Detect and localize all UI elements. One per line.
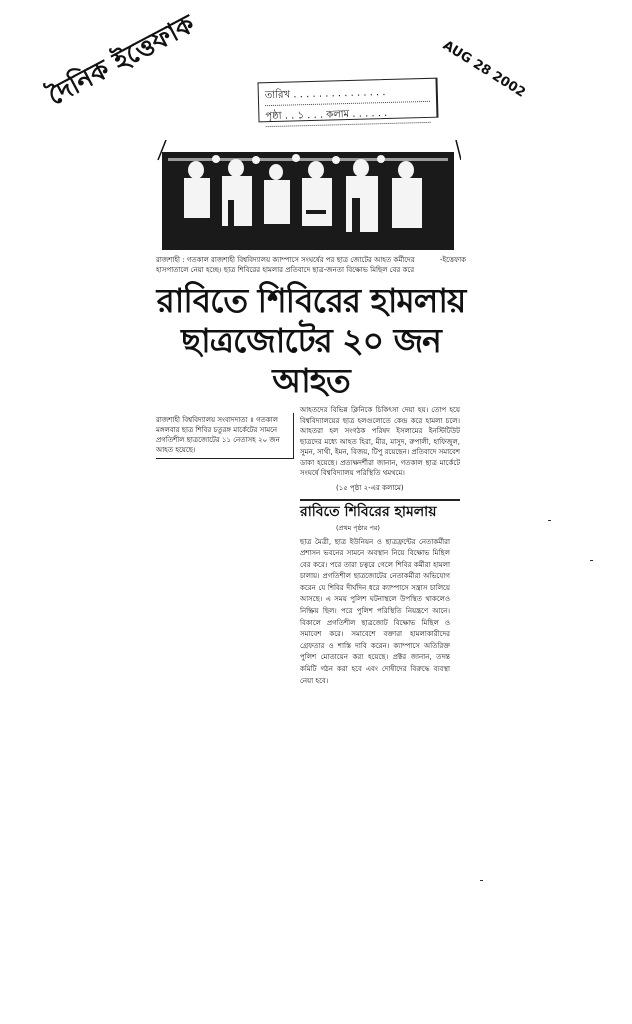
newspaper-masthead-stamp: দৈনিক ইত্তেফাক xyxy=(42,9,200,112)
photo-caption xyxy=(156,255,466,275)
article-column-1-text: আহতদের বিভিন্ন ক্লিনিকে চিকিৎসা দেয়া হয়। তোপ হয়ে বিশ্ববিদ্যালয়ের ছাত্র হলগুলোতে কেন্দ্র করে হামলা চলে। আহতরা হল সংগঠক পরিষদ ইসলামের ইনস্টিটিউট ছাত্রদের মধ্যে আহত হিরা, মীর, মাসুদ, রুপালী, হাফিজুল, সুমন, সাথী, ইমন, বিজয়, টিপু রয়েছেন। প্রতিবাদে সমাবেশ ডাকা হয়েছে। xyxy=(300,406,460,467)
article-columns xyxy=(156,405,466,687)
reference-date-row: তারিখ . . . . . . . . . . . . . . . xyxy=(265,84,430,106)
headline-line-2: ছাত্রজোটের ২০ জন আহত xyxy=(181,321,441,400)
headline xyxy=(156,281,466,401)
article-column-1-tail: প্রত্যক্ষদর্শীরা জানান, গতকাল ছাত্র মার্কেটে সংঘর্ষে বিশ্ববিদ্যালয় পরিস্থিতি থমথমে। xyxy=(300,458,461,477)
right-column xyxy=(300,405,460,687)
photo-credit: -ইত্তেফাক xyxy=(439,256,466,264)
news-photo xyxy=(156,140,461,252)
reference-box xyxy=(258,78,439,123)
article-column-1 xyxy=(300,405,460,479)
lead-paragraph: রাজশাহী বিশ্ববিদ্যালয় সংবাদদাতা ॥ গতকাল মঙ্গলবার ছাত্র শিবির চতুরঙ্গ মার্কেটের সামনে প্রগতিশীল ছাত্রজোটের ১১ নেতাসহ ২০ জন আহত হয়েছে। xyxy=(156,413,294,459)
continuation-note: (প্রথম পৃষ্ঠার পর) xyxy=(336,523,380,532)
page-label: পৃষ্ঠা xyxy=(265,110,282,123)
jump-note: (১৫ পৃষ্ঠা ২-এর কলামে) xyxy=(336,483,404,492)
photo-caption-text: রাজশাহী : গতকাল রাজশাহী বিশ্ববিদ্যালয় ক্যাম্পাসে সংঘর্ষের পর ছাত্র জোটের আহত কর্মীদের হাসপাতালে নেয়া হচ্ছে। ছাত্র শিবিরের হামলার প্রতিবাদে ছাত্র-জনতা বিক্ষোভ মিছিল বের করে xyxy=(156,256,415,274)
scan-speck xyxy=(548,520,551,521)
date-label: তারিখ xyxy=(264,89,291,102)
headline-line-1: রাবিতে শিবিরের হামলায় xyxy=(156,281,466,320)
reference-page-row: পৃষ্ঠা . . ১ . . . কলাম . . . . . . xyxy=(265,105,430,127)
article-column-2: ছাত্র মৈত্রী, ছাত্র ইউনিয়ন ও ছাত্রফ্রন্টের নেতাকর্মীরা প্রশাসন ভবনের সামনে অবস্থান নিয়ে বিক্ষোভ মিছিল বের করে। পরে তারা চত্বরে গেলে শিবির কর্মীরা হামলা চালায়। প্রগতিশীল ছাত্রজোটের নেতাকর্মীরা অভিযোগ করেন যে শিবির দীর্ঘদিন ধরে ক্যাম্পাসে সন্ত্রাস চালিয়ে আসছে। এ সময় পুলিশ ঘটনাস্থলে উপস্থিত থাকলেও নিষ্ক্রিয় ছিল। পরে পুলিশ পরিস্থিতি নিয়ন্ত্রণে আনে। বিকালে প্রগতিশীল ছাত্রজোট বিক্ষোভ মিছিল ও সমাবেশ করে। সমাবেশে বক্তারা হামলাকারীদের গ্রেফতার ও শাস্তি দাবি করেন। ক্যাম্পাসে অতিরিক্ত পুলিশ মোতায়েন করা হয়েছে। প্রক্টর জানান, তদন্ত কমিটি গঠন করা হবে এবং দোষীদের বিরুদ্ধে ব্যবস্থা নেয়া হবে। xyxy=(300,537,450,685)
news-story xyxy=(156,140,466,687)
page-value: ১ xyxy=(297,110,305,122)
left-column xyxy=(156,405,294,459)
continuation-headline: রাবিতে শিবিরের হামলায় xyxy=(300,499,460,521)
date-stamp: AUG 28 2002 xyxy=(440,38,528,101)
scan-speck xyxy=(480,880,483,881)
scan-speck xyxy=(590,560,593,561)
column-label: কলাম xyxy=(326,108,350,121)
